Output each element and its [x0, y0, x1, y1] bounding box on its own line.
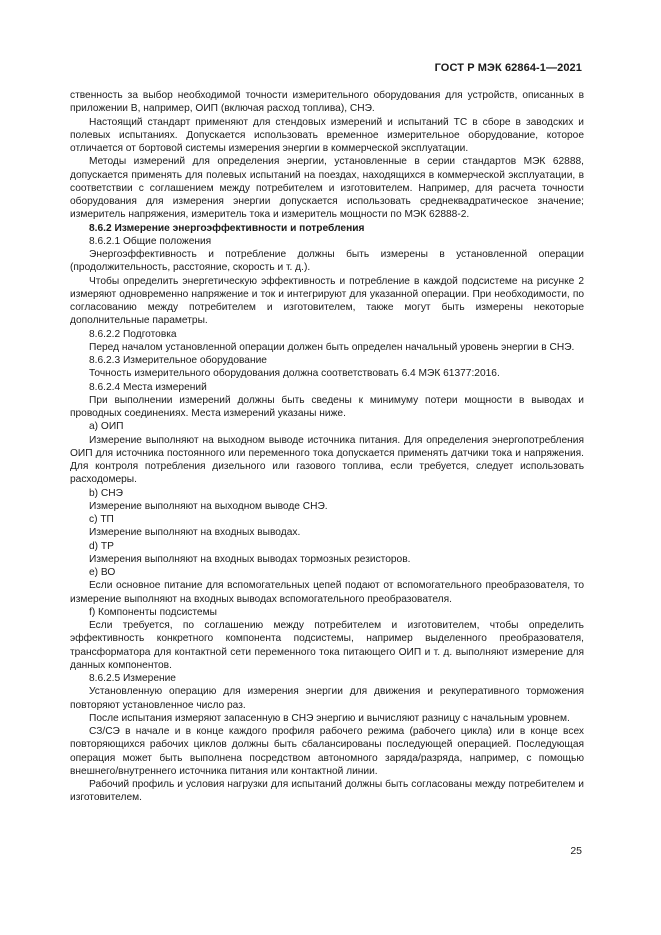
list-item-label: e) ВО — [89, 567, 116, 578]
paragraph: Рабочий профиль и условия нагрузки для испытаний должны быть согласованы между потребителем и изготовителем. — [70, 779, 584, 804]
list-item-label: a) ОИП — [89, 421, 124, 433]
paragraph: После испытания измеряют запасенную в СНЭ энергию и вычисляют разницу с начальным уровнем. — [89, 712, 570, 724]
paragraph: Если требуется, по соглашению между потребителем и изготовителем, чтобы определить эффективность конкретного компонента подсистемы, например выделенного преобразователя, трансформатора для контактной сети переменного тока питающего ОИП и т. д. выполняют измерение для данных компонентов. — [70, 620, 584, 671]
paragraph: Методы измерений для определения энергии, установленные в серии стандартов МЭК 62888, допускается применять для полевых испытаний на поездах, находящихся в коммерческой эксплуатации, в соответствии с соглашением между потребителем и изготовителем. Например, для расчета точности оборудования для измерения энергии допускается использовать среднеквадратическое значение; измеритель напряжения, измеритель тока и измеритель мощности по МЭК 62888-2. — [70, 156, 584, 221]
paragraph: Энергоэффективность и потребление должны быть измерены в установленной операции (продолжительность, расстояние, скорость и т. д.). — [70, 249, 584, 274]
paragraph: ственность за выбор необходимой точности измерительного оборудования для устройств, описанных в приложении В, например, ОИП (включая расход топлива), СНЭ. — [70, 90, 584, 115]
paragraph: Чтобы определить энергетическую эффективность и потребление в каждой подсистеме на рисунке 2 измеряют одновременно напряжение и ток и интегрируют для указанной операции. При необходимости, по согласованию между потребителем и изготовителем, также могут быть измерены некоторые дополнительные параметры. — [70, 275, 584, 327]
paragraph: Настоящий стандарт применяют для стендовых измерений и испытаний ТС в сборе в заводских и полевых испытаниях. Допускается использовать временное измерительное оборудование, которое отличается от бортовой системы измерения энергии в коммерческой эксплуатации. — [70, 116, 584, 154]
list-item-label: d) ТР — [89, 540, 114, 552]
list-item-label: c) ТП — [89, 514, 114, 525]
paragraph: СЗ/СЭ в начале и в конце каждого профиля рабочего режима (рабочего цикла) или в конце всех повторяющихся рабочих циклов должны быть сбалансированы последующей операцией. Последующая операция может быть выполнена посредством автономного заряда/разряда, например, с помощью внешнего/внутреннего источника питания или контактной линии. — [70, 726, 584, 777]
paragraph: Если основное питание для вспомогательных цепей подают от вспомогательного преобразователя, то измерение выполняют на входных выводах вспомогательного преобразователя. — [70, 580, 584, 605]
subsection-heading: 8.6.2.3 Измерительное оборудование — [89, 355, 267, 366]
document-header: ГОСТ Р МЭК 62864-1—2021 — [434, 62, 582, 74]
subsection-heading: 8.6.2.5 Измерение — [89, 673, 176, 684]
paragraph: При выполнении измерений должны быть сведены к минимуму потери мощности в выводах и проводных соединениях. Места измерений указаны ниже. — [70, 394, 584, 419]
paragraph: Измерение выполняют на входных выводах. — [89, 527, 301, 539]
paragraph: Точность измерительного оборудования должна соответствовать 6.4 МЭК 61377:2016. — [89, 368, 500, 380]
subsection-heading: 8.6.2.1 Общие положения — [89, 235, 212, 247]
paragraph: Измерение выполняют на выходном выводе СНЭ. — [89, 500, 328, 512]
paragraph: Измерение выполняют на выходном выводе источника питания. Для определения энергопотребления ОИП для источника постоянного или переменного тока допускается применять датчики тока и напряжения. Для контроля потребления дизельного или газового топлива, если требуется, следует использовать расходомеры. — [70, 434, 584, 486]
list-item-label: b) СНЭ — [89, 487, 123, 499]
subsection-heading: 8.6.2.4 Места измерений — [89, 381, 207, 393]
page-number: 25 — [570, 845, 582, 857]
subsection-heading: 8.6.2.2 Подготовка — [89, 328, 177, 340]
paragraph: Установленную операцию для измерения энергии для движения и рекуперативного торможения повторяют установленное число раз. — [70, 686, 584, 711]
paragraph: Измерения выполняют на входных выводах тормозных резисторов. — [89, 553, 411, 565]
document-body — [70, 89, 584, 805]
paragraph: Перед началом установленной операции должен быть определен начальный уровень энергии в СНЭ. — [89, 341, 575, 353]
section-heading: 8.6.2 Измерение энергоэффективности и потребления — [89, 222, 365, 234]
list-item-label: f) Компоненты подсистемы — [89, 606, 217, 618]
